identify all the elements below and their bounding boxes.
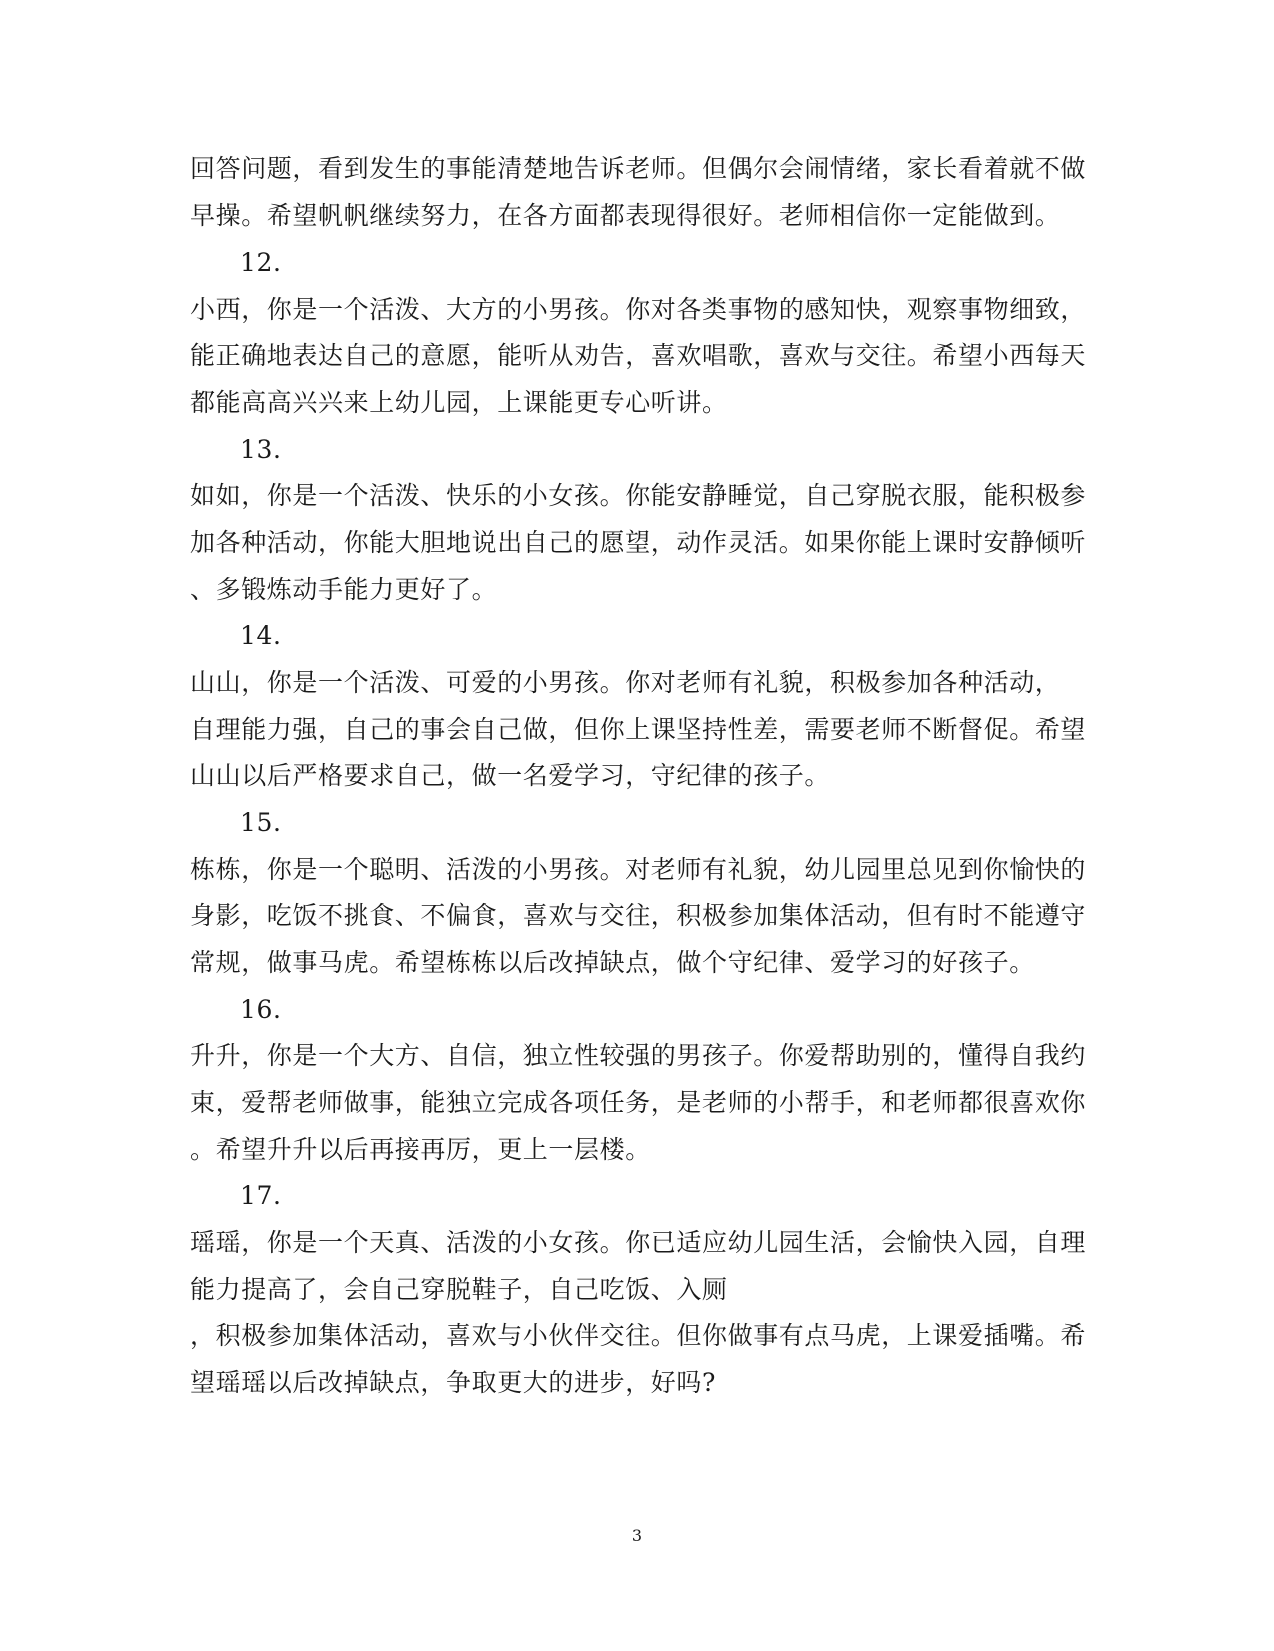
page-number: 3 <box>631 1526 643 1545</box>
text-line: 升升，你是一个大方、自信，独立性较强的男孩子。你爱帮助别的，懂得自我约 <box>190 1041 1087 1070</box>
text-line: 早操。希望帆帆继续努力，在各方面都表现得很好。老师相信你一定能做到。 <box>190 201 1061 230</box>
item-number: 12. <box>240 248 282 277</box>
text-line: 能正确地表达自己的意愿，能听从劝告，喜欢唱歌，喜欢与交往。希望小西每天 <box>190 341 1087 370</box>
item-number: 16. <box>240 995 282 1024</box>
text-line: 山山，你是一个活泼、可爱的小男孩。你对老师有礼貌，积极参加各种活动， <box>190 668 1061 697</box>
text-line: 能力提高了，会自己穿脱鞋子，自己吃饭、入厕 <box>190 1275 728 1304</box>
text-line: 瑶瑶，你是一个天真、活泼的小女孩。你已适应幼儿园生活，会愉快入园，自理 <box>190 1228 1087 1257</box>
text-line: 束，爱帮老师做事，能独立完成各项任务，是老师的小帮手，和老师都很喜欢你 <box>190 1088 1087 1117</box>
text-line: 如如，你是一个活泼、快乐的小女孩。你能安静睡觉，自己穿脱衣服，能积极参 <box>190 481 1087 510</box>
text-line: 都能高高兴兴来上幼儿园，上课能更专心听讲。 <box>190 388 728 417</box>
text-line: 身影，吃饭不挑食、不偏食，喜欢与交往，积极参加集体活动，但有时不能遵守 <box>190 901 1087 930</box>
text-line: ，积极参加集体活动，喜欢与小伙伴交往。但你做事有点马虎，上课爱插嘴。希 <box>190 1321 1087 1350</box>
text-line: 回答问题，看到发生的事能清楚地告诉老师。但偶尔会闹情绪，家长看着就不做 <box>190 154 1087 183</box>
text-line: 、多锻炼动手能力更好了。 <box>190 575 498 604</box>
item-number: 15. <box>240 808 282 837</box>
text-line: 自理能力强，自己的事会自己做，但你上课坚持性差，需要老师不断督促。希望 <box>190 715 1087 744</box>
text-line: 望瑶瑶以后改掉缺点，争取更大的进步，好吗? <box>190 1368 717 1397</box>
text-line: 小西，你是一个活泼、大方的小男孩。你对各类事物的感知快，观察事物细致， <box>190 295 1087 324</box>
item-number: 13. <box>240 435 282 464</box>
text-line: 山山以后严格要求自己，做一名爱学习，守纪律的孩子。 <box>190 761 831 790</box>
item-number: 17. <box>240 1181 282 1210</box>
text-line: 。希望升升以后再接再厉，更上一层楼。 <box>190 1135 651 1164</box>
text-line: 加各种活动，你能大胆地说出自己的愿望，动作灵活。如果你能上课时安静倾听 <box>190 528 1087 557</box>
item-number: 14. <box>240 621 282 650</box>
text-line: 常规，做事马虎。希望栋栋以后改掉缺点，做个守纪律、爱学习的好孩子。 <box>190 948 1035 977</box>
text-line: 栋栋，你是一个聪明、活泼的小男孩。对老师有礼貌，幼儿园里总见到你愉快的 <box>190 855 1087 884</box>
